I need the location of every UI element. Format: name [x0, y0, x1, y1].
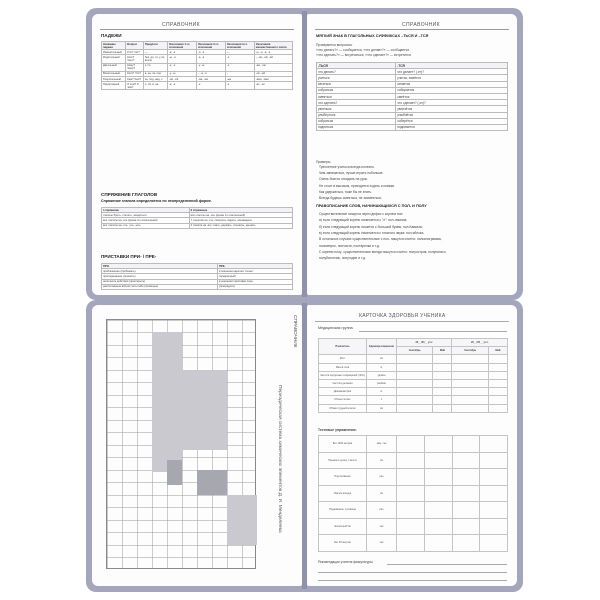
- table-cell: Родительный: [102, 55, 126, 63]
- column-header: Предлоги: [143, 42, 167, 50]
- text-line: Не стоит в высоком, приходится ходить и книжки.: [319, 183, 396, 188]
- soft-intro: Проверяется вопросом:: [316, 43, 353, 47]
- table-cell: -у, -ю: [168, 71, 197, 76]
- prefix-table: [101, 263, 293, 290]
- page-soft-sign-reference: [307, 14, 517, 295]
- table-cell: Творительный: [102, 76, 126, 81]
- periodic-shade-block: [182, 370, 227, 450]
- table-cell: все глаголы на -ить (кроме 3-х исключений): [189, 213, 292, 218]
- test-label: Прыжок в длину с места: [319, 452, 367, 469]
- metric-label: Обхват грудной клетки: [319, 404, 367, 412]
- test-value: [397, 485, 425, 502]
- test-unit: раз: [367, 469, 397, 486]
- table-cell: Кого? Чего?: [126, 55, 144, 63]
- table-cell: собраться: [317, 87, 396, 93]
- header-rule: [315, 29, 509, 30]
- test-row: [319, 502, 508, 519]
- table-cell: Именительный: [102, 50, 126, 55]
- test-value: [480, 535, 508, 552]
- column-header: Окончания 3-го склонения: [225, 42, 254, 50]
- test-row: [319, 436, 508, 453]
- running-head: СПРАВОЧНИК: [162, 22, 200, 28]
- metric-label: Динамометрия: [319, 388, 367, 396]
- table-cell: в значении приставки пере-: [217, 279, 292, 284]
- metric-unit: кг: [367, 388, 397, 396]
- metric-row: [319, 363, 508, 371]
- col-header: Май: [433, 347, 452, 355]
- table-cell: -ой, -ей: [168, 76, 197, 81]
- text-line: в) если следующий корень начинается с гласного звука: пол-яблока.: [319, 230, 425, 235]
- metric-value: [452, 363, 488, 371]
- metric-value: [397, 379, 433, 387]
- col-header: Сентябрь: [452, 347, 488, 355]
- test-value: [452, 485, 480, 502]
- table-cell: кататься: [317, 81, 396, 87]
- table-cell: учится, смеётся: [396, 75, 508, 81]
- column-header: -ТСЯ: [396, 63, 508, 69]
- metric-value: [397, 355, 433, 363]
- text-line: а) если следующий корень начинается с "л": пол-лимона;: [319, 218, 408, 223]
- metric-row: [319, 404, 508, 412]
- col-header: Единица измерения: [367, 339, 397, 355]
- table-cell: увлечься: [317, 106, 396, 112]
- test-value: [397, 535, 425, 552]
- table-cell: -у, -ю: [196, 63, 225, 71]
- metric-row: [319, 371, 508, 379]
- health-card-title: КАРТОЧКА ЗДОРОВЬЯ УЧЕНИКА: [359, 313, 446, 319]
- column-header: Окончания множественного числа: [254, 42, 292, 50]
- metric-unit: см: [367, 355, 397, 363]
- table-cell: -а, -я: [196, 55, 225, 63]
- table-cell: -ов, -ей: [254, 71, 292, 76]
- table-cell: смеяться: [317, 93, 396, 99]
- text-line: б) если следующий корень пишется с большой буквы: пол-Кавказа;: [319, 224, 423, 229]
- test-value: [452, 436, 480, 453]
- table-cell: смеётся: [396, 93, 508, 99]
- test-row: [319, 535, 508, 552]
- test-label: Бег 30 метров: [319, 535, 367, 552]
- table-cell: -: [225, 71, 254, 76]
- table-cell: что делает? (-ет)?: [396, 69, 508, 75]
- table-cell: поднимется: [396, 124, 508, 130]
- table-cell: все глаголы на -ать (кроме 3-х исключений): [102, 218, 190, 223]
- section-heading-cases: ПАДЕЖИ: [101, 33, 122, 38]
- column-header: ПРИ-: [102, 264, 218, 269]
- table-cell: Винительный: [102, 71, 126, 76]
- table-cell: к, по: [143, 63, 167, 71]
- table-cell: увлечётся: [396, 106, 508, 112]
- metric-label: Частота дыхания: [319, 379, 367, 387]
- text-line: полубатончик, полугодие и т.д.: [319, 256, 366, 261]
- running-head-rotated: СПРАВОЧНИК: [292, 315, 297, 348]
- metric-value: [488, 379, 507, 387]
- test-value: [424, 469, 452, 486]
- text-line: Как удержаться, тоже бы не знать.: [319, 189, 372, 194]
- table-cell: -, -а, -я: [196, 71, 225, 76]
- table-cell: -ах, -ях: [254, 82, 292, 90]
- test-value: [480, 485, 508, 502]
- page-periodic-table: [92, 305, 302, 586]
- metric-value: [452, 404, 488, 412]
- text-line: В остальных случаях существительные с пол- пишутся слитно: полкилограмма,: [319, 237, 442, 242]
- text-line: полминуты, полчасти, полтарелки и т.д.: [319, 243, 380, 248]
- table-cell: Предложный: [102, 82, 126, 90]
- table-cell: 7 глаголов на -еть: смотреть, видеть, ненавидеть: [189, 218, 292, 223]
- table-row: [102, 82, 293, 90]
- column-header: Окончания 1-го склонения: [168, 42, 197, 50]
- test-value: [424, 502, 452, 519]
- table-cell: —: [143, 50, 167, 55]
- section-heading-pol: ПРАВОПИСАНИЕ СЛОВ, НАЧИНАЮЩИХСЯ С ПОЛ- И ПОЛУ: [316, 204, 427, 208]
- header-rule: [315, 321, 509, 322]
- periodic-dark-block: [167, 460, 182, 485]
- periodic-shade-block: [152, 332, 182, 472]
- text-line: Трехлетние учиться всегда полезно.: [319, 165, 375, 169]
- table-cell: подняться: [317, 124, 396, 130]
- table-cell: Кого? Что?: [126, 71, 144, 76]
- table-row: [102, 63, 293, 71]
- test-label: Бег 1000 метров: [319, 436, 367, 453]
- fill-line: [318, 580, 507, 581]
- metric-value: [433, 388, 452, 396]
- fill-line: [387, 564, 507, 565]
- header-rule: [100, 29, 294, 30]
- metric-value: [397, 404, 433, 412]
- test-value: [480, 502, 508, 519]
- table-cell: что сделать?: [317, 100, 396, 106]
- table-cell: -е: [196, 82, 225, 90]
- test-value: [397, 502, 425, 519]
- section-heading-conjugation: СПРЯЖЕНИЕ ГЛАГОЛОВ: [101, 192, 158, 197]
- running-head: СПРАВОЧНИК: [402, 22, 440, 28]
- table-cell: -ам, -ям: [254, 63, 292, 71]
- metric-value: [452, 396, 488, 404]
- metric-unit: уд/мин: [367, 371, 397, 379]
- test-unit: сек: [367, 535, 397, 552]
- test-value: [424, 518, 452, 535]
- test-value: [452, 502, 480, 519]
- col-header: Показатель: [319, 339, 367, 355]
- table-cell: собраться: [317, 118, 396, 124]
- table-cell: собирается: [396, 87, 508, 93]
- table-row: [317, 124, 508, 130]
- page-health-card: [307, 305, 517, 586]
- table-cell: расположение вблизи чего-либо (приморье): [102, 284, 218, 289]
- metric-unit: л: [367, 396, 397, 404]
- table-row: [102, 55, 293, 63]
- test-value: [480, 436, 508, 453]
- test-value: [397, 518, 425, 535]
- metric-label: Масса тела: [319, 363, 367, 371]
- column-header: Название падежа: [102, 42, 126, 50]
- metric-value: [452, 388, 488, 396]
- test-unit: см: [367, 452, 397, 469]
- metric-value: [433, 379, 452, 387]
- table-cell: -ы, -и: [168, 55, 197, 63]
- test-row: [319, 469, 508, 486]
- test-value: [397, 452, 425, 469]
- test-value: [424, 535, 452, 552]
- section-heading-prefixes: ПРИСТАВКИ ПРИ- / ПРЕ-: [101, 254, 157, 259]
- metric-value: [397, 371, 433, 379]
- test-value: [397, 469, 425, 486]
- column-header: II спряжение: [189, 208, 292, 213]
- periodic-dark-block: [197, 470, 227, 495]
- table-cell: Дательный: [102, 63, 126, 71]
- test-value: [452, 518, 480, 535]
- year-header: 20__/20__ уч.г.: [452, 339, 508, 347]
- periodic-shade-block: [227, 495, 257, 545]
- metric-unit: см: [367, 404, 397, 412]
- metric-value: [488, 396, 507, 404]
- test-value: [452, 535, 480, 552]
- table-cell: за, под, над, с: [143, 76, 167, 81]
- metric-label: Частота сердечных сокращений (ЧСС): [319, 371, 367, 379]
- metric-value: [488, 388, 507, 396]
- metric-row: [319, 388, 508, 396]
- table-cell: соберётся: [396, 118, 508, 124]
- column-header: Окончания 2-го склонения: [196, 42, 225, 50]
- metric-value: [397, 363, 433, 371]
- table-cell: Кому? Чему?: [126, 63, 144, 71]
- table-cell: -а, -я: [168, 50, 197, 55]
- notebook-spread-bottom: [86, 300, 523, 592]
- text-line: Существительные пишутся через дефис с корнем пол:: [319, 212, 404, 216]
- metric-value: [397, 396, 433, 404]
- column-header: I спряжение: [102, 208, 190, 213]
- metric-unit: кг: [367, 363, 397, 371]
- test-value: [397, 436, 425, 453]
- test-value: [424, 436, 452, 453]
- text-line: С корнем полу- существительные всегда пишутся слитно: полуостров, полупальто,: [319, 249, 447, 254]
- table-cell: в, на, за, про: [143, 71, 167, 76]
- table-cell: Кто? Что?: [126, 50, 144, 55]
- metric-value: [433, 355, 452, 363]
- test-value: [480, 452, 508, 469]
- table-row: [102, 284, 293, 289]
- page-cases-reference: [92, 14, 302, 295]
- conjugation-table: [101, 207, 293, 229]
- table-cell: -е, -и: [168, 82, 197, 90]
- examples-heading: Примеры: [316, 160, 331, 164]
- table-cell: -и: [225, 63, 254, 71]
- table-cell: -ом, -ем: [196, 76, 225, 81]
- test-unit: раз: [367, 502, 397, 519]
- test-row: [319, 485, 508, 502]
- metric-value: [452, 379, 488, 387]
- table-cell: -и: [225, 82, 254, 90]
- test-row: [319, 518, 508, 535]
- recommendation-label: Рекомендации учителя физкультуры:: [318, 560, 374, 564]
- table-cell: улыбнуться: [317, 112, 396, 118]
- soft-line-2: «что сделать?» — встречаться, «что сделает?» — встретится: [316, 53, 411, 57]
- col-header: Сентябрь: [397, 347, 433, 355]
- test-value: [480, 469, 508, 486]
- metric-unit: раз/мин: [367, 379, 397, 387]
- year-header: 20__/20__ уч.г.: [397, 339, 452, 347]
- table-cell: (преградить): [217, 284, 292, 289]
- test-value: [452, 469, 480, 486]
- table-cell: -ью: [225, 76, 254, 81]
- medical-group-label: Медицинская группа:: [318, 326, 354, 330]
- test-value: [424, 485, 452, 502]
- periodic-table-title: Периодическая система химических элементов Д. И. Менделеева: [277, 385, 282, 533]
- tests-table: [318, 435, 508, 552]
- table-cell: неполнота действия (приоткрыть): [102, 279, 218, 284]
- test-label: Подтягивание: [319, 469, 367, 486]
- test-unit: сек: [367, 518, 397, 535]
- table-cell: в значении наречия "очень": [217, 269, 292, 274]
- metric-value: [433, 363, 452, 371]
- text-line: Всегда будешь смеяться, не засмеяться.: [319, 196, 382, 200]
- table-cell: -, -ов, -ей, -ий: [254, 55, 292, 63]
- section-heading-soft-sign: МЯГКИЙ ЗНАК В ГЛАГОЛЬНЫХ СУФФИКСАХ –ТЬСЯ И –ТСЯ: [316, 34, 429, 38]
- notebook-spread-top: [86, 8, 523, 300]
- column-header: Вопрос: [126, 42, 144, 50]
- table-cell: -ами, -ями: [254, 76, 292, 81]
- table-row: [102, 223, 293, 228]
- metric-row: [319, 379, 508, 387]
- table-cell: улыбнётся: [396, 112, 508, 118]
- table-cell: что делать?: [317, 69, 396, 75]
- soft-sign-table: [316, 62, 508, 131]
- fill-line: [318, 572, 507, 573]
- test-value: [480, 518, 508, 535]
- metric-value: [452, 371, 488, 379]
- metric-value: [488, 404, 507, 412]
- test-unit: мин, сек: [367, 436, 397, 453]
- test-label: Наклон вперед: [319, 485, 367, 502]
- table-cell: О ком? О чём?: [126, 82, 144, 90]
- metric-label: Объем легких: [319, 396, 367, 404]
- metric-value: [433, 396, 452, 404]
- cases-table: [101, 41, 293, 90]
- col-header: Май: [488, 347, 507, 355]
- table-cell: -и: [225, 55, 254, 63]
- metric-row: [319, 355, 508, 363]
- metric-value: [397, 388, 433, 396]
- metric-value: [488, 363, 507, 371]
- column-header: ПРЕ-: [217, 264, 292, 269]
- table-cell: -ы, -и, -а, -я: [254, 50, 292, 55]
- table-cell: что сделает? (-ит)?: [396, 100, 508, 106]
- table-cell: глаголы брить, стелить, зиждиться: [102, 213, 190, 218]
- table-cell: —: [225, 50, 254, 55]
- metric-label: Рост: [319, 355, 367, 363]
- metric-value: [488, 371, 507, 379]
- table-cell: приближение (прибежать): [102, 269, 218, 274]
- table-cell: без, до, от, у, из, возле: [143, 55, 167, 63]
- table-cell: -о, -е: [196, 50, 225, 55]
- health-metrics-table: [318, 338, 508, 413]
- metric-row: [319, 396, 508, 404]
- conjugation-subheading: Спряжение глагола определяется по неопределенной форме.: [101, 199, 212, 203]
- test-value: [452, 452, 480, 469]
- soft-line-1: «что делать?» — сообщается, «что делает?» — сообщается: [316, 48, 410, 52]
- test-value: [424, 452, 452, 469]
- periodic-table: [106, 319, 256, 569]
- fill-line: [359, 331, 507, 332]
- table-cell: 4 глагола на -ать: гнать, держать, слышать, дышать: [189, 223, 292, 228]
- table-cell: -е, -и: [168, 63, 197, 71]
- table-cell: катается: [396, 81, 508, 87]
- tests-heading: Тестовые упражнения:: [318, 428, 357, 432]
- metric-value: [452, 355, 488, 363]
- table-cell: учиться: [317, 75, 396, 81]
- table-cell: все глаголы на -оть, -уть, -ыть: [102, 223, 190, 228]
- metric-value: [433, 371, 452, 379]
- table-cell: Кем? Чем?: [126, 76, 144, 81]
- column-header: -ТЬСЯ: [317, 63, 396, 69]
- table-cell: о, об, в, на: [143, 82, 167, 90]
- metric-value: [433, 404, 452, 412]
- table-cell: (прекрасный): [217, 274, 292, 279]
- metric-value: [488, 355, 507, 363]
- test-unit: см: [367, 485, 397, 502]
- text-line: Чем заниматься, лучше играть побольше.: [319, 171, 384, 176]
- text-line: Очень боится опоздать на урок.: [319, 177, 368, 182]
- test-row: [319, 452, 508, 469]
- test-label: Поднимание туловища: [319, 502, 367, 519]
- table-cell: присоединение (пришить): [102, 274, 218, 279]
- test-label: Челночный бег: [319, 518, 367, 535]
